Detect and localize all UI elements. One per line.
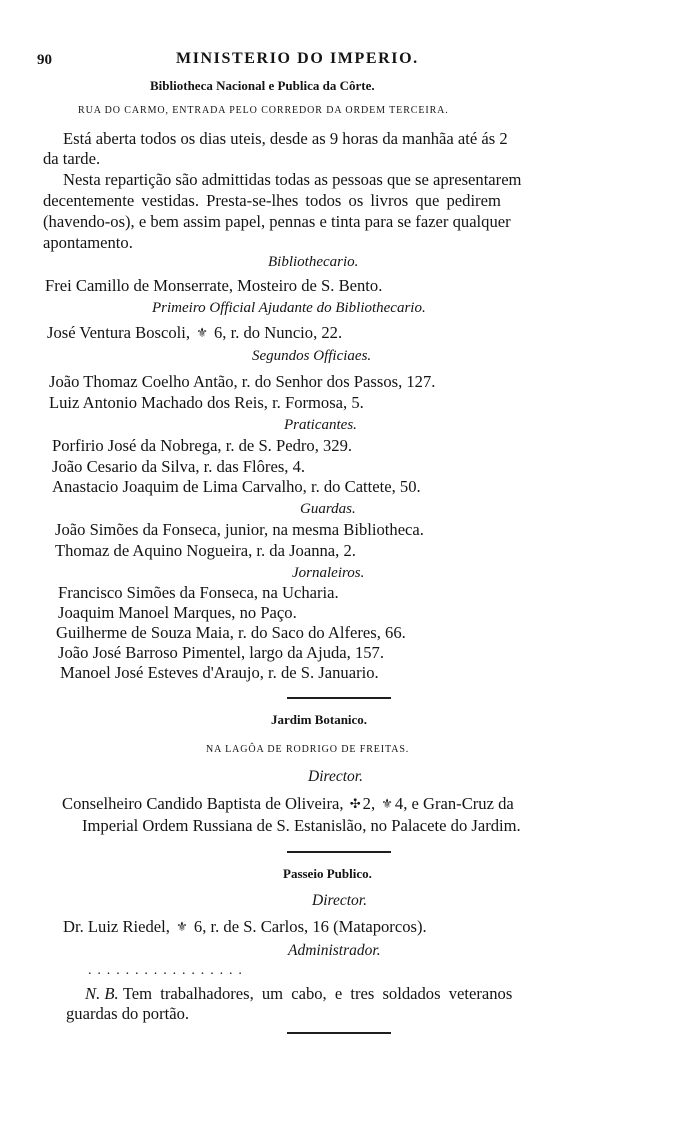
primeiro-official-name: José Ventura Boscoli, (47, 323, 191, 342)
paragraph-line: Nesta repartição são admittidas todas as pessoas que se apresentarem (63, 170, 522, 189)
primeiro-official-entry (47, 322, 342, 343)
paragraph-line: Está aberta todos os dias uteis, desde as 9 horas da manhãa até ás 2 (63, 129, 508, 148)
list-item: Thomaz de Aquino Nogueira, r. da Joanna, 2. (55, 541, 356, 560)
passeio-title: Passeio Publico. (283, 866, 372, 881)
paragraph-line: apontamento. (43, 233, 133, 252)
list-item: Francisco Simões da Fonseca, na Ucharia. (58, 583, 339, 602)
list-item: Luiz Antonio Machado dos Reis, r. Formosa, 5. (49, 393, 364, 412)
list-item: Manoel José Esteves d'Araujo, r. de S. Januario. (60, 663, 379, 682)
section-divider (287, 851, 391, 853)
primeiro-official-address: 6, r. do Nuncio, 22. (214, 323, 343, 342)
rose-order-icon: ⚜ (381, 796, 393, 811)
list-item: João Simões da Fonseca, junior, na mesma Bibliotheca. (55, 520, 424, 539)
list-item: Anastacio Joaquim de Lima Carvalho, r. do Cattete, 50. (52, 477, 421, 496)
list-item: João Cesario da Silva, r. das Flôres, 4. (52, 457, 306, 476)
list-item: Joaquim Manoel Marques, no Paço. (58, 603, 297, 622)
nota-bene-label: N. B. (85, 984, 119, 1003)
bibliothecario-entry: Frei Camillo de Monserrate, Mosteiro de S. Bento. (45, 276, 383, 295)
bibliotheca-title: Bibliotheca Nacional e Publica da Côrte. (150, 78, 375, 93)
paragraph-line: da tarde. (43, 149, 101, 168)
heading-bibliothecario: Bibliothecario. (268, 254, 359, 270)
heading-jornaleiros: Jornaleiros. (292, 565, 365, 581)
jardim-director-line-1 (62, 793, 514, 814)
section-divider (287, 697, 391, 699)
list-item: Guilherme de Souza Maia, r. do Saco do Alferes, 66. (56, 623, 406, 642)
section-divider (287, 1032, 391, 1034)
heading-guardas: Guardas. (300, 501, 356, 517)
nota-bene-line-1 (85, 983, 512, 1004)
passeio-director-address: 6, r. de S. Carlos, 16 (Mataporcos). (193, 917, 427, 936)
nota-bene-text: Tem trabalhadores, um cabo, e tres soldados veteranos (122, 984, 513, 1003)
jardim-director-name: Conselheiro Candido Baptista de Oliveira, (62, 794, 344, 813)
passeio-director-name: Dr. Luiz Riedel, (63, 917, 170, 936)
paragraph-line: (havendo-os), e bem assim papel, pennas e tinta para se fazer qualquer (43, 212, 511, 231)
jardim-address: NA LAGÔA DE RODRIGO DE FREITAS. (206, 744, 410, 755)
jardim-director-rose-grade: 4, e Gran-Cruz da (394, 794, 514, 813)
jardim-director-line-2: Imperial Ordem Russiana de S. Estanislão, no Palacete do Jardim. (82, 816, 521, 835)
list-item: Porfirio José da Nobrega, r. de S. Pedro, 329. (52, 436, 353, 455)
nota-bene-line-2: guardas do portão. (66, 1004, 190, 1023)
rose-order-icon: ⚜ (176, 919, 188, 934)
bibliotheca-address: RUA DO CARMO, ENTRADA PELO CORREDOR DA ORDEM TERCEIRA. (78, 105, 449, 116)
page-number: 90 (37, 52, 52, 68)
passeio-director-entry (63, 916, 427, 937)
running-title: MINISTERIO DO IMPERIO. (176, 50, 419, 67)
heading-primeiro-official: Primeiro Official Ajudante do Bibliothecario. (152, 300, 426, 316)
paragraph-line: decentemente vestidas. Presta-se-lhes todos os livros que pedirem (43, 191, 501, 210)
jardim-director-cross-grade: 2, (362, 794, 376, 813)
list-item: João Thomaz Coelho Antão, r. do Senhor dos Passos, 127. (49, 372, 436, 391)
list-item: João José Barroso Pimentel, largo da Ajuda, 157. (58, 643, 384, 662)
administrador-dots: . . . . . . . . . . . . . . . . . (88, 963, 244, 978)
heading-jardim-director: Director. (308, 768, 363, 785)
heading-segundos-officiaes: Segundos Officiaes. (252, 348, 372, 364)
heading-passeio-director: Director. (312, 892, 367, 909)
jardim-title: Jardim Botanico. (271, 712, 368, 727)
heading-administrador: Administrador. (288, 942, 381, 959)
rose-order-icon: ⚜ (196, 325, 208, 340)
heading-praticantes: Praticantes. (284, 417, 357, 433)
cross-order-icon: ✣ (349, 796, 361, 811)
